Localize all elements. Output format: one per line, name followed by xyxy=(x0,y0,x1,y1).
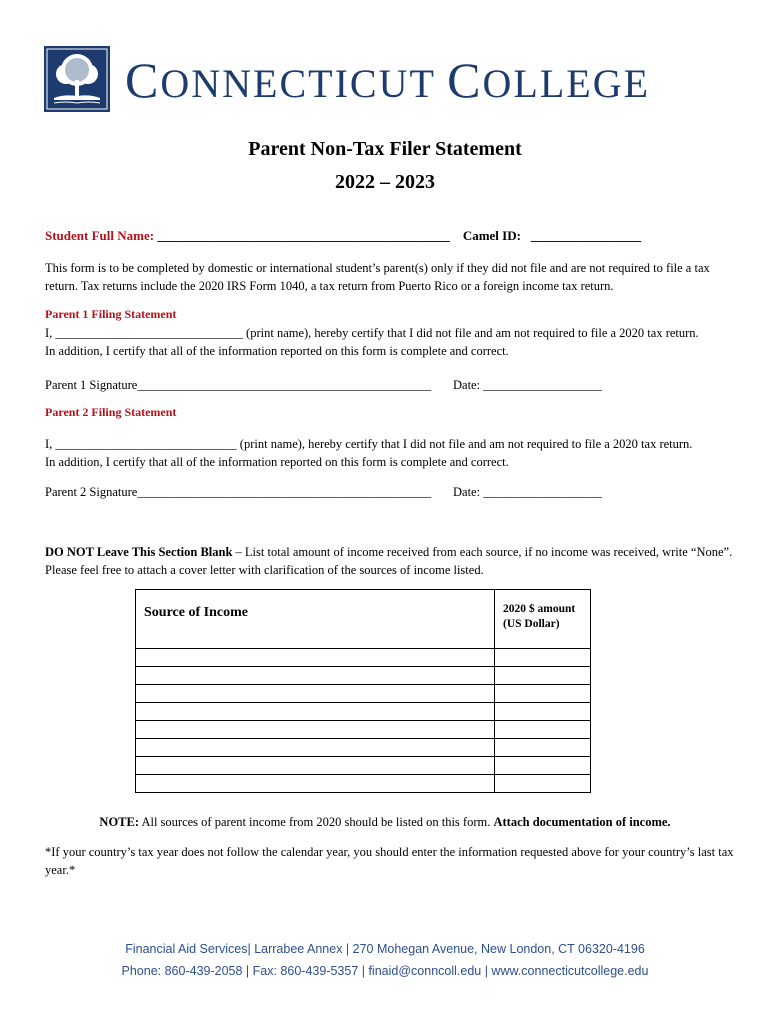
page-year: 2022 – 2023 xyxy=(335,171,435,193)
parent2-signature-row xyxy=(45,483,431,501)
parent2-statement xyxy=(45,435,745,471)
student-name-label: Student Full Name: xyxy=(45,228,155,243)
income-table-row xyxy=(136,649,591,667)
income-source-cell[interactable] xyxy=(136,685,495,703)
footer-address: Financial Aid Services| Larrabee Annex | 270 Mohegan Avenue, New London, CT 06320-4196 xyxy=(125,942,645,956)
tree-seal-icon xyxy=(44,46,110,112)
parent2-heading: Parent 2 Filing Statement xyxy=(45,405,177,419)
parent2-signature-label: Parent 2 Signature xyxy=(45,485,138,499)
parent1-certify-text: (print name), hereby certify that I did not file and am not required to file a 2020 tax return. xyxy=(242,326,699,340)
parent1-heading: Parent 1 Filing Statement xyxy=(45,307,177,321)
income-table-row xyxy=(136,757,591,775)
income-table-row xyxy=(136,721,591,739)
amount-header xyxy=(495,590,591,649)
income-source-cell[interactable] xyxy=(136,703,495,721)
income-amount-cell[interactable] xyxy=(495,649,591,667)
income-amount-cell[interactable] xyxy=(495,739,591,757)
camel-id-field[interactable]: _________________ xyxy=(530,228,642,243)
note-line xyxy=(0,813,770,831)
parent2-certify-line2: In addition, I certify that all of the information reported on this form is complete and correct. xyxy=(45,455,509,469)
source-of-income-header: Source of Income xyxy=(136,590,495,649)
camel-id-label: Camel ID: xyxy=(462,228,521,243)
college-logotype: CONNECTICUT COLLEGE xyxy=(125,52,651,108)
parent1-date-label: Date: xyxy=(453,378,484,392)
income-amount-cell[interactable] xyxy=(495,757,591,775)
do-not-leave-blank-label: DO NOT Leave This Section Blank xyxy=(45,545,233,559)
income-table-row xyxy=(136,739,591,757)
parent2-date-label: Date: xyxy=(453,485,484,499)
income-table-header xyxy=(136,590,591,649)
parent2-certify-text: (print name), hereby certify that I did not file and am not required to file a 2020 tax return. xyxy=(236,437,693,451)
income-source-cell[interactable] xyxy=(136,757,495,775)
amount-header-line1: 2020 $ amount xyxy=(503,603,576,615)
income-source-cell[interactable] xyxy=(136,721,495,739)
income-table-row xyxy=(136,775,591,793)
parent1-signature-field[interactable]: _______________________________________________ xyxy=(137,378,432,392)
page-title: Parent Non-Tax Filer Statement xyxy=(248,138,522,160)
parent1-certify-line2: In addition, I certify that all of the information reported on this form is complete and correct. xyxy=(45,344,509,358)
income-table-row xyxy=(136,685,591,703)
parent2-date-field[interactable]: ___________________ xyxy=(483,485,602,499)
parent1-statement xyxy=(45,324,745,360)
income-instructions-text: – List total amount of income received from each source, if no income was received, write “None”. Please feel free to attach a cover letter with clarification of the sources of income listed. xyxy=(45,545,733,577)
parent2-prefix: I, xyxy=(45,437,56,451)
income-amount-cell[interactable] xyxy=(495,703,591,721)
income-table-row xyxy=(136,703,591,721)
income-source-cell[interactable] xyxy=(136,649,495,667)
parent1-signature-row xyxy=(45,376,431,394)
student-row xyxy=(45,228,641,244)
tax-year-footnote: *If your country’s tax year does not follow the calendar year, you should enter the information requested above for your country’s last tax year.* xyxy=(45,845,734,877)
income-amount-cell[interactable] xyxy=(495,667,591,685)
note-attach-documentation: Attach documentation of income. xyxy=(493,815,671,829)
amount-header-line2: (US Dollar) xyxy=(503,618,560,630)
parent2-signature-field[interactable]: _______________________________________________ xyxy=(137,485,432,499)
parent1-date-row xyxy=(453,376,602,394)
parent2-date-row xyxy=(453,483,602,501)
parent1-date-field[interactable]: ___________________ xyxy=(483,378,602,392)
income-amount-cell[interactable] xyxy=(495,721,591,739)
income-source-cell[interactable] xyxy=(136,667,495,685)
income-instructions xyxy=(45,543,735,579)
income-table-row xyxy=(136,667,591,685)
parent2-name-field[interactable]: _____________________________ xyxy=(55,437,237,451)
parent1-name-field[interactable]: ______________________________ xyxy=(55,326,243,340)
income-amount-cell[interactable] xyxy=(495,775,591,793)
intro-paragraph: This form is to be completed by domestic or international student’s parent(s) only if they did not file and are not required to file a tax return. Tax returns include the 2020 IRS Form 1040, a tax return from Puerto Rico or a foreign income tax return. xyxy=(45,261,710,293)
income-amount-cell[interactable] xyxy=(495,685,591,703)
note-label: NOTE: xyxy=(99,815,140,829)
income-source-cell[interactable] xyxy=(136,775,495,793)
parent1-signature-label: Parent 1 Signature xyxy=(45,378,138,392)
note-text: All sources of parent income from 2020 should be listed on this form. xyxy=(139,815,494,829)
income-source-cell[interactable] xyxy=(136,739,495,757)
income-table xyxy=(135,589,591,793)
footer-contact: Phone: 860-439-2058 | Fax: 860-439-5357 | finaid@conncoll.edu | www.connecticutcollege.edu xyxy=(121,964,649,978)
parent1-prefix: I, xyxy=(45,326,56,340)
student-name-field[interactable]: _____________________________________________ xyxy=(157,228,450,243)
